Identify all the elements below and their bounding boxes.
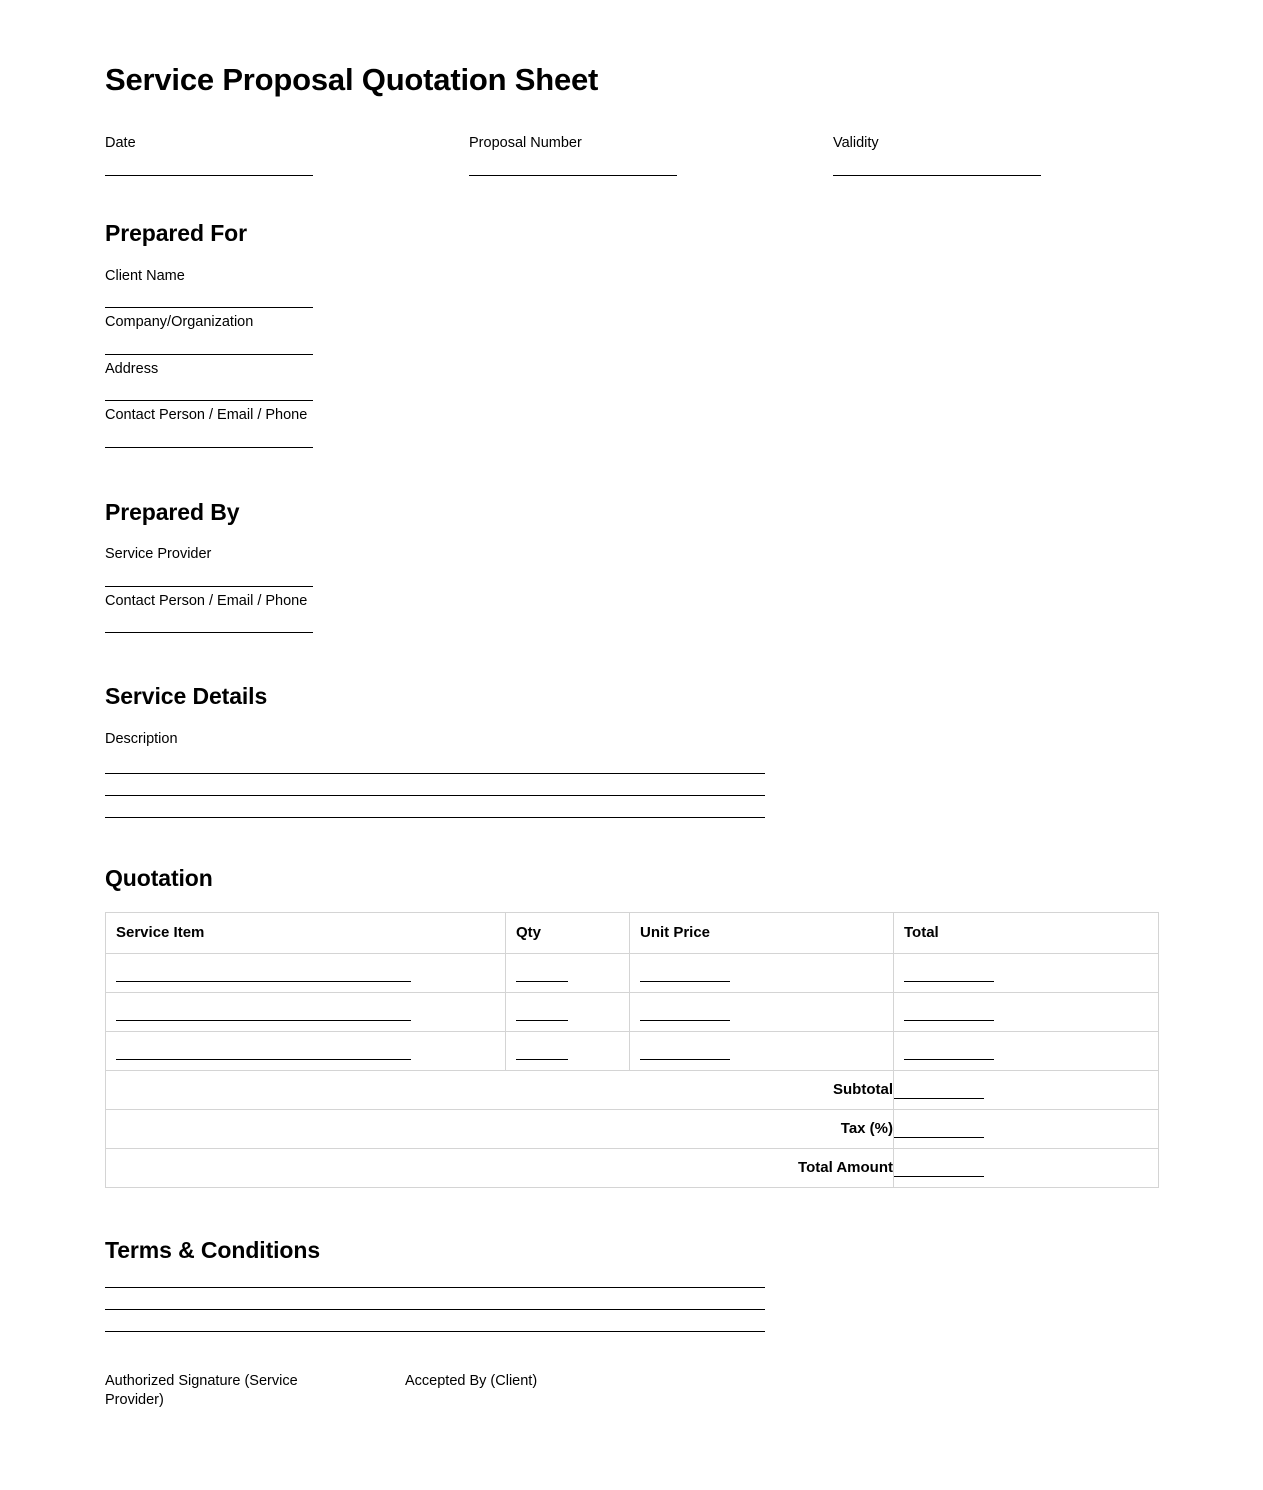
field-company-organization <box>105 313 1158 355</box>
cell-total[interactable] <box>894 953 1159 992</box>
summary-row-tax <box>106 1109 1159 1148</box>
cell-tax-value[interactable] <box>894 1109 1159 1148</box>
spacer <box>105 453 1158 499</box>
summary-row-total-amount <box>106 1148 1159 1187</box>
column-header-qty: Qty <box>506 912 630 953</box>
input-qty[interactable] <box>516 981 568 982</box>
cell-total[interactable] <box>894 992 1159 1031</box>
section-title-prepared-for: Prepared For <box>105 220 247 247</box>
column-header-unit-price: Unit Price <box>630 912 894 953</box>
input-service-item[interactable] <box>116 1059 411 1060</box>
quotation-table <box>105 912 1159 1188</box>
terms-line[interactable] <box>105 1331 765 1332</box>
cell-unit-price[interactable] <box>630 1031 894 1070</box>
cell-qty[interactable] <box>506 1031 630 1070</box>
column-header-total: Total <box>894 912 1159 953</box>
field-input-provider-contact[interactable] <box>105 632 313 633</box>
field-client-name <box>105 267 1158 309</box>
table-row <box>106 1031 1159 1070</box>
terms-line[interactable] <box>105 1309 765 1310</box>
field-label-validity: Validity <box>833 134 879 151</box>
input-total[interactable] <box>904 981 994 982</box>
field-input-company-organization[interactable] <box>105 354 313 355</box>
signature-block-provider <box>105 1372 405 1410</box>
field-input-proposal-number[interactable] <box>469 175 677 176</box>
prepared-for-fields <box>105 267 1158 448</box>
field-service-provider <box>105 545 1158 587</box>
header-fields-row <box>105 134 1158 177</box>
input-total[interactable] <box>904 1059 994 1060</box>
field-label-address: Address <box>105 360 159 377</box>
field-input-validity[interactable] <box>833 175 1041 176</box>
spacer <box>105 638 1158 683</box>
section-title-service-details: Service Details <box>105 683 268 710</box>
field-label-company-organization: Company/Organization <box>105 314 254 331</box>
terms-line[interactable] <box>105 1287 765 1288</box>
field-label-description: Description <box>105 730 178 747</box>
cell-qty[interactable] <box>506 953 630 992</box>
field-label-date: Date <box>105 134 136 151</box>
summary-label-subtotal: Subtotal <box>106 1070 894 1109</box>
field-date <box>105 134 469 177</box>
field-input-date[interactable] <box>105 175 313 176</box>
cell-subtotal-value[interactable] <box>894 1070 1159 1109</box>
field-input-address[interactable] <box>105 400 313 401</box>
input-total[interactable] <box>904 1020 994 1021</box>
signature-row <box>105 1372 1158 1410</box>
description-line[interactable] <box>105 795 765 796</box>
cell-service-item[interactable] <box>106 953 506 992</box>
input-unit-price[interactable] <box>640 1059 730 1060</box>
input-subtotal[interactable] <box>894 1098 984 1099</box>
input-service-item[interactable] <box>116 1020 411 1021</box>
field-provider-contact <box>105 592 1158 634</box>
spacer <box>105 818 1158 865</box>
field-address <box>105 360 1158 402</box>
signature-label-client: Accepted By (Client) <box>405 1373 538 1390</box>
page-title: Service Proposal Quotation Sheet <box>105 62 599 97</box>
field-label-client-contact: Contact Person / Email / Phone <box>105 407 308 424</box>
field-label-client-name: Client Name <box>105 267 185 284</box>
cell-qty[interactable] <box>506 992 630 1031</box>
table-row <box>106 992 1159 1031</box>
description-line[interactable] <box>105 773 765 774</box>
field-validity <box>833 134 1197 177</box>
field-input-service-provider[interactable] <box>105 586 313 587</box>
column-header-service-item: Service Item <box>106 912 506 953</box>
input-qty[interactable] <box>516 1020 568 1021</box>
field-client-contact <box>105 406 1158 448</box>
summary-label-tax: Tax (%) <box>106 1109 894 1148</box>
signature-block-client <box>405 1372 705 1410</box>
input-unit-price[interactable] <box>640 1020 730 1021</box>
signature-label-provider: Authorized Signature (Service Provider) <box>105 1373 298 1409</box>
section-title-prepared-by: Prepared By <box>105 498 240 525</box>
summary-label-total-amount: Total Amount <box>106 1148 894 1187</box>
field-input-client-contact[interactable] <box>105 447 313 448</box>
cell-total-amount-value[interactable] <box>894 1148 1159 1187</box>
prepared-by-fields <box>105 545 1158 633</box>
section-title-quotation: Quotation <box>105 865 213 892</box>
field-label-service-provider: Service Provider <box>105 546 212 563</box>
field-label-provider-contact: Contact Person / Email / Phone <box>105 592 308 609</box>
spacer <box>105 1188 1158 1237</box>
section-title-terms: Terms & Conditions <box>105 1236 321 1263</box>
field-input-client-name[interactable] <box>105 307 313 308</box>
field-label-proposal-number: Proposal Number <box>469 134 582 151</box>
cell-unit-price[interactable] <box>630 953 894 992</box>
table-row <box>106 953 1159 992</box>
terms-lines <box>105 1287 1158 1332</box>
summary-row-subtotal <box>106 1070 1159 1109</box>
input-qty[interactable] <box>516 1059 568 1060</box>
cell-unit-price[interactable] <box>630 992 894 1031</box>
cell-service-item[interactable] <box>106 992 506 1031</box>
input-total-amount[interactable] <box>894 1176 984 1177</box>
input-unit-price[interactable] <box>640 981 730 982</box>
cell-service-item[interactable] <box>106 1031 506 1070</box>
field-proposal-number <box>469 134 833 177</box>
description-lines <box>105 773 1158 818</box>
input-service-item[interactable] <box>116 981 411 982</box>
cell-total[interactable] <box>894 1031 1159 1070</box>
input-tax[interactable] <box>894 1137 984 1138</box>
table-header-row <box>106 912 1159 953</box>
